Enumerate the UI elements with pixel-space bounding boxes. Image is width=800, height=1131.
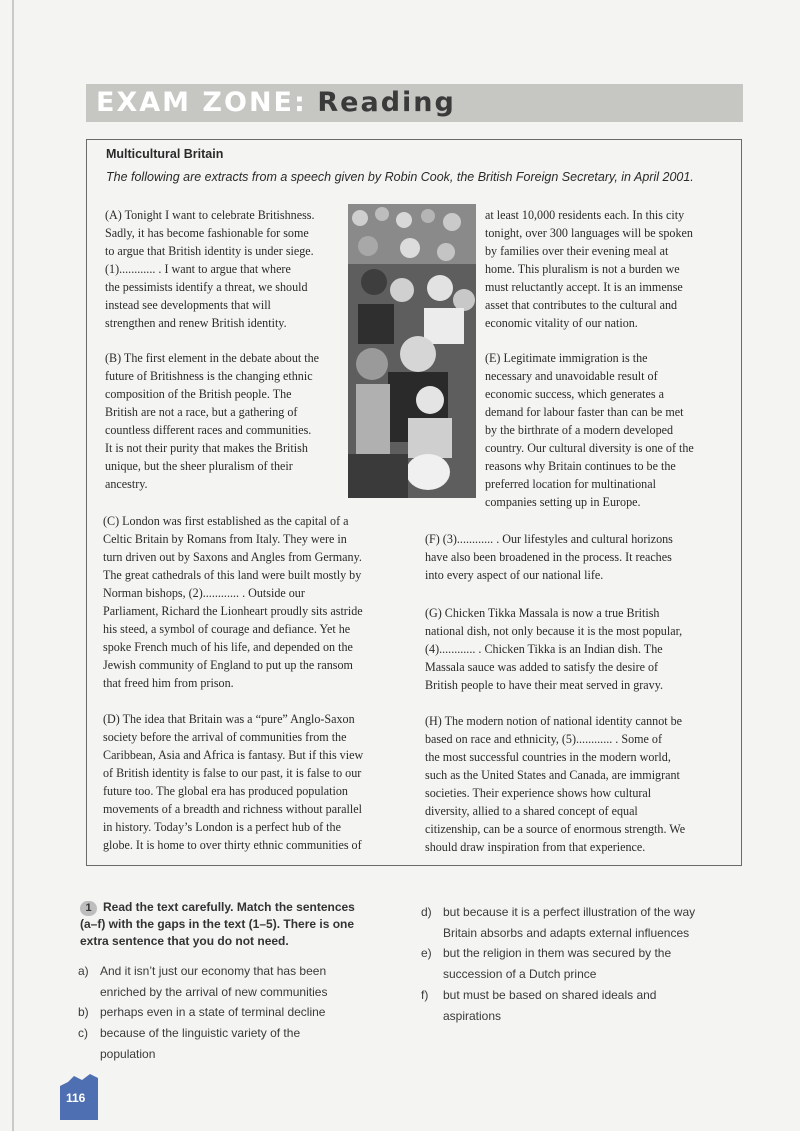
text-line: Sadly, it has become fashionable for some — [105, 226, 309, 240]
exercise-number-badge: 1 — [80, 901, 97, 916]
paragraph-g — [425, 604, 682, 694]
option-letter: f) — [421, 988, 429, 1002]
children-crowd-photo — [348, 204, 476, 498]
text-line: (C) London was first established as the capital of a — [103, 514, 349, 528]
option-text: succession of a Dutch prince — [443, 966, 597, 981]
paragraph-d — [103, 710, 363, 854]
text-line: by the birthrate of a modern developed — [485, 423, 674, 437]
banner-reading: Reading — [317, 87, 456, 118]
text-line: by families over their evening meal at — [485, 244, 669, 258]
option-letter: c) — [78, 1026, 88, 1040]
text-line: necessary and unavoidable result of — [485, 369, 658, 383]
text-line: British people to have their meat served in gravy. — [425, 678, 663, 692]
option-text: but must be based on shared ideals and — [443, 988, 657, 1002]
text-line: preferred location for multinational — [485, 477, 656, 491]
page-spine — [12, 0, 14, 1131]
text-line: countless different races and communities. — [105, 423, 312, 437]
article-title: Multicultural Britain — [106, 147, 224, 161]
text-line: future too. The global era has produced population — [103, 784, 348, 798]
gap-3-line: (F) (3)............ . Our lifestyles and cultural horizons — [425, 532, 673, 546]
text-line: economic vitality of our nation. — [485, 316, 638, 330]
option-text: enriched by the arrival of new communities — [100, 984, 328, 999]
option-text: because of the linguistic variety of the — [100, 1026, 301, 1040]
text-line: strengthen and renew British identity. — [105, 316, 287, 330]
option-c — [78, 1023, 300, 1064]
text-line: movements of a breadth and richness without parallel — [103, 802, 362, 816]
text-line: the most successful countries in the modern world, — [425, 750, 671, 764]
paragraph-c — [103, 512, 363, 692]
text-line: tonight, over 300 languages will be spoken — [485, 226, 693, 240]
text-line: (D) The idea that Britain was a “pure” Anglo-Saxon — [103, 712, 355, 726]
paragraph-d-continued — [485, 206, 693, 332]
option-text: Britain absorbs and adapts external influences — [443, 925, 690, 940]
gap-2-line: Norman bishops, (2)............ . Outside our — [103, 586, 305, 600]
option-text: population — [100, 1046, 156, 1061]
text-line: such as the United States and Canada, are immigrant — [425, 768, 680, 782]
option-text: but the religion in them was secured by the — [443, 946, 672, 960]
text-line: citizenship, can be a source of enormous strength. We — [425, 822, 686, 836]
text-line: (E) Legitimate immigration is the — [485, 351, 648, 365]
text-line: companies setting up in Europe. — [485, 495, 641, 509]
text-line: to argue that British identity is under siege. — [105, 244, 314, 258]
text-line: composition of the British people. The — [105, 387, 292, 401]
option-b — [78, 1002, 325, 1023]
exercise-instructions — [80, 899, 355, 950]
text-line: national dish, not only because it is the most popular, — [425, 624, 683, 638]
gap-4-line: (4)............ . Chicken Tikka is an Indian dish. The — [425, 642, 663, 656]
option-text: perhaps even in a state of terminal decline — [100, 1005, 326, 1019]
option-letter: a) — [78, 964, 89, 978]
text-line: Massala sauce was added to satisfy the desire of — [425, 660, 659, 674]
text-line: Jewish community of England to put up the ransom — [103, 658, 353, 672]
text-line: demand for labour faster than can be met — [485, 405, 684, 419]
option-text: but because it is a perfect illustration of the way — [443, 905, 696, 919]
text-line: (A) Tonight I want to celebrate Britishness. — [105, 208, 315, 222]
text-line: instead see developments that will — [105, 298, 271, 312]
text-line: It is not their purity that makes the British — [105, 441, 308, 455]
banner-exam-zone: EXAM ZONE: — [96, 87, 307, 118]
text-line: diversity, allied to a shared concept of equal — [425, 804, 638, 818]
text-line: reasons why Britain continues to be the — [485, 459, 676, 473]
text-line: Celtic Britain by Romans from Italy. They were in — [103, 532, 347, 546]
text-line: Parliament, Richard the Lionheart proudly sits astride — [103, 604, 363, 618]
text-line: British are not a race, but a gathering of — [105, 405, 298, 419]
paragraph-h — [425, 712, 685, 856]
paragraph-e — [485, 349, 694, 511]
photo-illustration — [348, 204, 476, 498]
text-line: have also been broadened in the process. It reaches — [425, 550, 672, 564]
article-subtitle: The following are extracts from a speech given by Robin Cook, the British Foreign Secretary, in April 2001. — [106, 170, 694, 184]
text-line: country. Our cultural diversity is one of the — [485, 441, 694, 455]
text-line: of British identity is false to our past, it is false to our — [103, 766, 362, 780]
gap-5-line: based on race and ethnicity, (5)............ . Some of — [425, 732, 662, 746]
text-line: Caribbean, Asia and Africa is fantasy. But if this view — [103, 748, 364, 762]
text-line: home. This pluralism is not a burden we — [485, 262, 680, 276]
option-d — [421, 902, 695, 943]
instruction-line: extra sentence that you do not need. — [80, 934, 289, 948]
text-line: unique, but the sheer pluralism of their — [105, 459, 293, 473]
gap-1-line: (1)............ . I want to argue that where — [105, 262, 291, 276]
option-e — [421, 943, 671, 984]
exam-zone-banner — [86, 84, 743, 122]
text-line: in history. Today’s London is a perfect hub of the — [103, 820, 341, 834]
text-line: must reluctantly accept. It is an immense — [485, 280, 683, 294]
option-f — [421, 985, 656, 1026]
text-line: spoke French much of his life, and depended on the — [103, 640, 353, 654]
text-line: ancestry. — [105, 477, 148, 491]
text-line: that freed him from prison. — [103, 676, 234, 690]
option-letter: d) — [421, 905, 432, 919]
paragraph-f — [425, 530, 673, 584]
option-letter: b) — [78, 1005, 89, 1019]
text-line: his steed, a symbol of courage and defiance. Yet he — [103, 622, 351, 636]
instruction-line: Read the text carefully. Match the sentences — [103, 900, 355, 914]
paragraph-a — [105, 206, 315, 332]
text-line: economic success, which generates a — [485, 387, 664, 401]
text-line: turn driven out by Saxons and Angles from Germany. — [103, 550, 362, 564]
text-line: asset that contributes to the cultural and — [485, 298, 678, 312]
text-line: The great cathedrals of this land were built mostly by — [103, 568, 362, 582]
option-letter: e) — [421, 946, 432, 960]
text-line: societies. Their experience shows how cultural — [425, 786, 652, 800]
paragraph-b — [105, 349, 319, 493]
text-line: (H) The modern notion of national identity cannot be — [425, 714, 683, 728]
text-line: the pessimists identify a threat, we should — [105, 280, 308, 294]
text-line: at least 10,000 residents each. In this city — [485, 208, 685, 222]
text-line: should draw inspiration from that experience. — [425, 840, 646, 854]
option-text: aspirations — [443, 1008, 502, 1023]
text-line: society before the arrival of communities from the — [103, 730, 347, 744]
text-line: (B) The first element in the debate about the — [105, 351, 320, 365]
page-number: 116 — [66, 1091, 86, 1105]
text-line: future of Britishness is the changing ethnic — [105, 369, 313, 383]
text-line: (G) Chicken Tikka Massala is now a true British — [425, 606, 660, 620]
option-a — [78, 961, 327, 1002]
text-line: into every aspect of our national life. — [425, 568, 604, 582]
option-text: And it isn’t just our economy that has been — [100, 964, 327, 978]
text-line: globe. It is home to over thirty ethnic communities of — [103, 838, 362, 852]
instruction-line: (a–f) with the gaps in the text (1–5). There is one — [80, 917, 355, 931]
